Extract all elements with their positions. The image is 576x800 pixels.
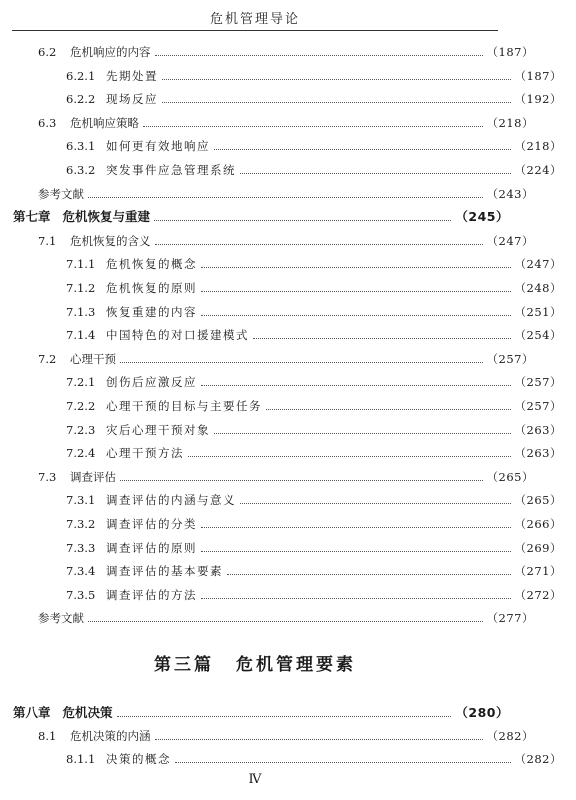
- toc-entry-page: （263）: [514, 422, 562, 437]
- toc-entry-sub: [0, 157, 576, 177]
- dot-leader: [154, 220, 451, 221]
- toc-entry-number: 6.2.2: [66, 92, 96, 107]
- header-rule: [12, 30, 498, 31]
- toc-entry-title: 决策的概念: [106, 752, 171, 766]
- toc-entry-title: 危机恢复与重建: [62, 209, 151, 225]
- toc-entry-number: 6.3.1: [66, 139, 96, 154]
- dot-leader: [162, 102, 511, 103]
- toc-entry-page: （269）: [514, 540, 562, 555]
- toc-entry-page: （282）: [514, 752, 562, 766]
- toc-entry-page: （247）: [514, 257, 562, 272]
- toc-entry-number: 7.1.4: [66, 328, 96, 343]
- toc-entry-number: 6.3: [38, 115, 57, 130]
- dot-leader: [253, 338, 511, 339]
- dot-leader: [201, 551, 511, 552]
- toc-entry-title: 心理干预的目标与主要任务: [106, 399, 262, 413]
- toc-entry-page: （257）: [486, 351, 534, 366]
- toc-entry-title: 危机响应的内容: [70, 45, 151, 59]
- dot-leader: [175, 762, 511, 763]
- toc-entry-sub: [0, 251, 576, 271]
- dot-leader: [214, 433, 511, 434]
- toc-entry-sub: [0, 511, 576, 531]
- dot-leader: [88, 197, 483, 198]
- toc-entry-page: （248）: [514, 281, 562, 295]
- toc-entry-page: （266）: [514, 517, 562, 531]
- toc-entry-number: 7.2.1: [66, 375, 96, 390]
- toc-entry-title: 先期处置: [106, 68, 158, 83]
- toc-entry-page: （251）: [514, 304, 562, 319]
- toc-entry-title: 如何更有效地响应: [106, 139, 210, 154]
- toc-entry-section: [0, 723, 548, 743]
- toc-entry-title: 突发事件应急管理系统: [106, 163, 236, 177]
- toc-entry-section: [0, 39, 548, 59]
- table-of-contents: [0, 39, 562, 629]
- toc-entry-number: 7.3.5: [66, 587, 96, 602]
- toc-entry-page: （245）: [455, 209, 509, 225]
- toc-entry-title: 创伤后应激反应: [106, 375, 197, 390]
- toc-entry-section: [0, 228, 548, 248]
- toc-entry-ref: [0, 181, 548, 201]
- toc-entry-title: 参考文献: [38, 186, 84, 201]
- toc-entry-number: 7.2: [38, 351, 57, 366]
- toc-entry-title: 危机恢复的原则: [106, 281, 197, 295]
- toc-entry-page: （265）: [486, 469, 534, 484]
- dot-leader: [155, 244, 483, 245]
- dot-leader: [88, 621, 483, 622]
- toc-entry-sub: [0, 275, 576, 295]
- toc-entry-sub: [0, 558, 576, 578]
- toc-entry-title: 心理干预方法: [106, 446, 184, 461]
- toc-entry-page: （187）: [486, 45, 534, 59]
- toc-entry-title: 危机恢复的概念: [106, 257, 197, 272]
- toc-entry-title: 灾后心理干预对象: [106, 422, 210, 437]
- dot-leader: [201, 267, 511, 268]
- toc-entry-page: （257）: [514, 399, 562, 413]
- dot-leader: [201, 291, 511, 292]
- dot-leader: [155, 55, 483, 56]
- part-heading: [0, 650, 510, 675]
- toc-entry-title: 调查评估的基本要素: [106, 564, 223, 579]
- dot-leader: [162, 79, 511, 80]
- toc-entry-page: （243）: [486, 186, 534, 201]
- dot-leader: [120, 480, 483, 481]
- toc-entry-title: 心理干预: [70, 351, 116, 366]
- toc-entry-title: 危机决策: [62, 705, 113, 720]
- toc-entry-sub: [0, 535, 576, 555]
- toc-entry-section: [0, 110, 548, 130]
- dot-leader: [227, 574, 511, 575]
- toc-entry-section: [0, 464, 548, 484]
- toc-entry-ref: [0, 605, 548, 625]
- toc-entry-page: （187）: [514, 68, 562, 83]
- toc-entry-page: （224）: [514, 163, 562, 177]
- toc-entry-number: 7.2.2: [66, 399, 96, 413]
- toc-entry-sub: [0, 133, 576, 153]
- running-header: 危机管理导论: [209, 12, 300, 27]
- toc-entry-number: 7.3: [38, 469, 57, 484]
- toc-entry-title: 危机恢复的含义: [70, 233, 151, 248]
- toc-entry-title: 中国特色的对口援建模式: [106, 328, 249, 343]
- dot-leader: [201, 385, 511, 386]
- dot-leader: [214, 149, 511, 150]
- toc-entry-page: （254）: [514, 328, 562, 343]
- toc-entry-title: 调查评估: [70, 469, 116, 484]
- toc-entry-number: 8.1: [38, 729, 57, 743]
- toc-entry-number: 7.3.2: [66, 517, 96, 531]
- toc-entry-title: 调查评估的内涵与意义: [106, 493, 236, 508]
- toc-entry-number: 7.1.3: [66, 304, 96, 319]
- toc-entry-title: 调查评估的分类: [106, 517, 197, 531]
- dot-leader: [240, 173, 511, 174]
- toc-entry-chapter: [0, 204, 523, 224]
- toc-entry-number: 7.3.4: [66, 564, 96, 579]
- toc-entry-number: 7.2.3: [66, 422, 96, 437]
- toc-entry-title: 调查评估的方法: [106, 587, 197, 602]
- toc-entry-sub: [0, 369, 576, 389]
- toc-entry-number: 8.1.1: [66, 752, 96, 766]
- toc-entry-sub: [0, 582, 576, 602]
- toc-entry-number: 7.3.1: [66, 493, 96, 508]
- toc-entry-page: （192）: [514, 92, 562, 107]
- table-of-contents-continued: [0, 700, 562, 766]
- toc-entry-sub: [0, 393, 576, 413]
- toc-entry-number: 7.1.2: [66, 281, 96, 295]
- dot-leader: [240, 503, 511, 504]
- dot-leader: [188, 456, 511, 457]
- toc-entry-number: 6.2: [38, 45, 57, 59]
- dot-leader: [201, 598, 511, 599]
- toc-entry-sub: [0, 322, 576, 342]
- toc-entry-page: （282）: [486, 729, 534, 743]
- toc-entry-number: 6.3.2: [66, 163, 96, 177]
- toc-entry-number: 第八章: [13, 705, 51, 720]
- toc-entry-number: 7.1: [38, 233, 57, 248]
- toc-entry-sub: [0, 63, 576, 83]
- toc-entry-number: 6.2.1: [66, 68, 96, 83]
- toc-entry-chapter: [0, 700, 523, 720]
- dot-leader: [201, 315, 511, 316]
- dot-leader: [117, 716, 452, 717]
- toc-entry-number: 7.3.3: [66, 540, 96, 555]
- toc-entry-title: 危机响应策略: [70, 115, 139, 130]
- toc-entry-sub: [0, 487, 576, 507]
- toc-entry-page: （280）: [455, 705, 509, 720]
- toc-entry-title: 现场反应: [106, 92, 158, 107]
- toc-entry-sub: [0, 440, 576, 460]
- toc-entry-page: （263）: [514, 446, 562, 461]
- dot-leader: [120, 362, 483, 363]
- toc-entry-page: （265）: [514, 493, 562, 508]
- toc-entry-page: （271）: [514, 564, 562, 579]
- toc-entry-number: 7.1.1: [66, 257, 96, 272]
- toc-entry-page: （257）: [514, 375, 562, 390]
- dot-leader: [266, 409, 511, 410]
- toc-entry-number: 7.2.4: [66, 446, 96, 461]
- toc-entry-title: 恢复重建的内容: [106, 304, 197, 319]
- toc-entry-sub: [0, 299, 576, 319]
- toc-entry-page: （277）: [486, 611, 534, 626]
- toc-entry-number: 第七章: [13, 209, 51, 225]
- toc-entry-section: [0, 346, 548, 366]
- toc-entry-title: 参考文献: [38, 611, 84, 626]
- toc-entry-page: （218）: [486, 115, 534, 130]
- toc-entry-title: 危机决策的内涵: [70, 729, 151, 743]
- toc-entry-page: （247）: [486, 233, 534, 248]
- toc-entry-sub: [0, 746, 576, 766]
- toc-entry-title: 调查评估的原则: [106, 540, 197, 555]
- dot-leader: [155, 739, 483, 740]
- dot-leader: [201, 527, 511, 528]
- toc-entry-page: （218）: [514, 139, 562, 154]
- dot-leader: [143, 126, 483, 127]
- toc-entry-sub: [0, 86, 576, 106]
- toc-entry-sub: [0, 417, 576, 437]
- toc-entry-page: （272）: [514, 587, 562, 602]
- page-number: Ⅳ: [248, 772, 262, 787]
- part-label: 第三篇: [154, 655, 214, 675]
- part-title: 危机管理要素: [236, 655, 356, 675]
